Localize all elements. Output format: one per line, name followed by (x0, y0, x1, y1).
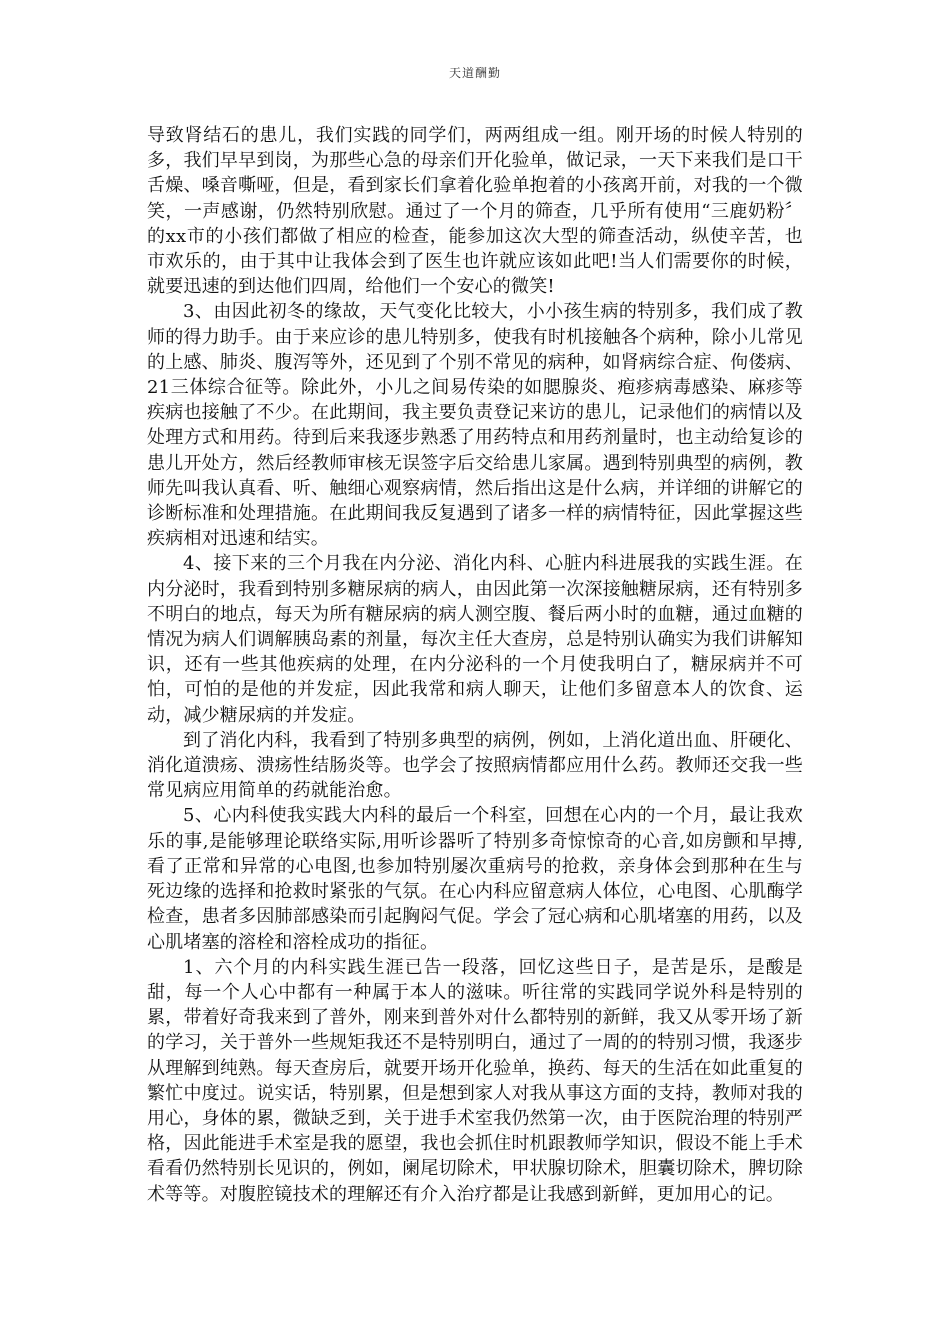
page-header: 天道酬勤 (448, 66, 501, 80)
document-body (147, 123, 803, 1207)
paragraph-1: 导致肾结石的患儿，我们实践的同学们，两两组成一组。刚开场的时候人特别的多，我们早早到岗，为那些心急的母亲们开化验单，做记录，一天下来我们是口干舌燥、嗓音嘶哑，但是，看到家长们拿着化验单抱着的小孩离开前，对我的一个微笑，一声感谢，仍然特别欣慰。通过了一个月的筛查，几乎所有使用“三鹿奶粉〞的xx市的小孩们都做了相应的检查，能参加这次大型的筛查活动，纵使辛苦，也市欢乐的，由于其中让我体会到了医生也许就应该如此吧!当人们需要你的时候，就要迅速的到达他们四周，给他们一个安心的微笑! (147, 125, 803, 298)
paragraph-3: 4、接下来的三个月我在内分泌、消化内科、心脏内科进展我的实践生涯。在内分泌时，我看到特别多糖尿病的病人，由因此第一次深接触糖尿病，还有特别多不明白的地点，每天为所有糖尿病的病人测空腹、餐后两小时的血糖，通过血糖的情况为病人们调解胰岛素的剂量，每次主任大查房，总是特别认确实为我们讲解知识，还有一些其他疾病的处理，在内分泌科的一个月使我明白了，糖尿病并不可怕，可怕的是他的并发症，因此我常和病人聊天，让他们多留意本人的饮食、运动，减少糖尿病的并发症。 (147, 553, 803, 726)
paragraph-6: 1、六个月的内科实践生涯已告一段落，回忆这些日子，是苦是乐，是酸是甜，每一个人心中都有一种属于本人的滋味。听往常的实践同学说外科是特别的累，带着好奇我来到了普外，刚来到普外对什么都特别的新鲜，我又从零开场了新的学习，关于普外一些规矩我还不是特别明白，通过了一周的的特别习惯，我逐步从理解到纯熟。每天查房后，就要开场开化验单，换药、每天的生活在如此重复的繁忙中度过。说实话，特别累，但是想到家人对我从事这方面的支持，教师对我的用心，身体的累，微缺乏到，关于进手术室我仍然第一次，由于医院治理的特别严格，因此能进手术室是我的愿望，我也会抓住时机跟教师学知识，假设不能上手术看看仍然特别长见识的，例如，阑尾切除术，甲状腺切除术，胆囊切除术，脾切除术等等。对腹腔镜技术的理解还有介入治疗都是让我感到新鲜，更加用心的记。 (147, 956, 803, 1205)
paragraph-4: 到了消化内科，我看到了特别多典型的病例，例如，上消化道出血、肝硬化、消化道溃疡、溃疡性结肠炎等。也学会了按照病情都应用什么药。教师还交我一些常见病应用简单的药就能治愈。 (147, 729, 803, 802)
paragraph-2: 3、由因此初冬的缘故，天气变化比较大，小小孩生病的特别多，我们成了教师的得力助手。由于来应诊的患儿特别多，使我有时机接触各个病种，除小儿常见的上感、肺炎、腹泻等外，还见到了个别不常见的病种，如肾病综合症、佝偻病、21三体综合征等。除此外，小儿之间易传染的如腮腺炎、疱疹病毒感染、麻疹等疾病也接触了不少。在此期间，我主要负责登记来访的患儿，记录他们的病情以及处理方式和用药。待到后来我逐步熟悉了用药特点和用药剂量时，也主动给复诊的患儿开处方，然后经教师审核无误签字后交给患儿家属。遇到特别典型的病例，教师先叫我认真看、听、触细心观察病情，然后指出这是什么病，并详细的讲解它的诊断标准和处理措施。在此期间我反复遇到了诸多一样的病情特征，因此掌握这些疾病相对迅速和结实。 (147, 301, 803, 550)
paragraph-5: 5、心内科使我实践大内科的最后一个科室，回想在心内的一个月，最让我欢乐的事,是能够理论联络实际,用听诊器听了特别多奇惊惊奇的心音,如房颤和早搏,看了正常和异常的心电图,也参加特别屡次重病号的抢救，亲身体会到那种在生与死边缘的选择和抢救时紧张的气氛。在心内科应留意病人体位，心电图、心肌酶学检查，患者多因肺部感染而引起胸闷气促。学会了冠心病和心肌堵塞的用药，以及心肌堵塞的溶栓和溶栓成功的指征。 (147, 805, 803, 953)
